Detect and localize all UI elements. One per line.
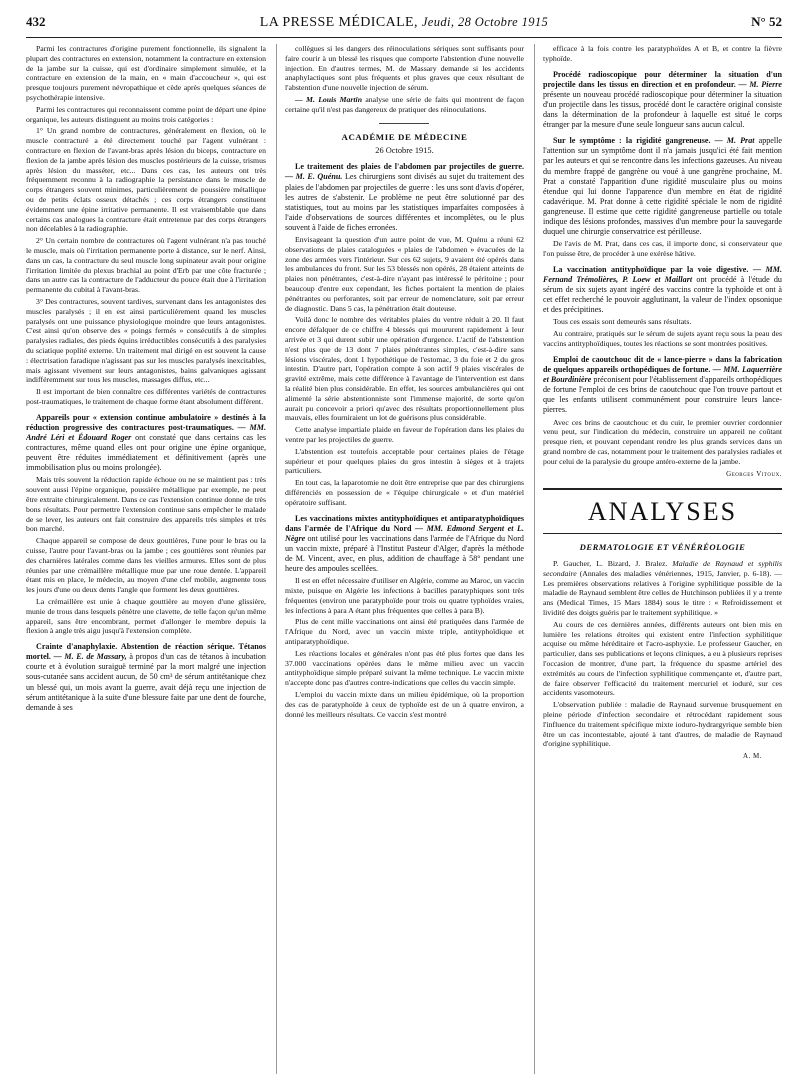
article-plaies-abdomen [285,162,524,233]
paragraph: Parmi les contractures d'origine purement fonctionnelle, ils signalent la plupart des contractures en extension, notamment la contracture en extension de la jambe sur la cuisse, qui est d'ordinaire simplement simulée, et la contracture en extension de la main, en « main d'accoucheur », qui est presque toujours purement névropathique et cède après quelques séances de psychothérapie intensive. [26,44,266,102]
article-vaccinations-mixtes [285,514,524,575]
article-body: à propos d'un cas de tétanos à incubation courte et à évolution suraiguë terminé par la mort malgré une injection sous-cutanée sans accident aucun, de 50 cm³ de sérum antitétanique chez un blessé qui, un mois avant la guerre, avait déjà reçu une injection de sérum antitétanique à la suite d'une blessure faite par une dent de fourche, demande à ses [26,652,266,712]
paragraph: La crémaillère est unie à chaque gouttière au moyen d'une glissière, munie de trous dans lesquels pénètre une clavette, de telle façon qu'un même appareil, sans être encombrant, permet d'allonger le membre depuis la flexion à angle très aigu jusqu'à l'extension complète. [26,596,266,636]
paragraph: L'observation publiée : maladie de Raynaud survenue brusquement en pleine période d'infection secondaire et rétrocédant rapidement sous l'influence du traitement spécifique mixte ioduro-hydrargyrique semble bien être un cas incontestable, ajouté à tant d'autres, de maladie de Raynaud d'origine syphilitique. [542,700,782,749]
article-body: ont utilisé pour les vaccinations dans l'armée de l'Afrique du Nord un vaccin mixte, préparé à l'Institut Pasteur d'Alger, d'après la méthode de M. Vincent, avec, en plus, addition de chauffage à 58° pendant une heure des ampoules scellées. [284,533,524,574]
article-author: — MM. Fernand Trémolières, P. Loew et Maillart [542,264,782,285]
paragraph [285,95,524,115]
article-author: — M. E. Quénu. [284,172,343,182]
article-author: — MM. André Léri et Édouard Roger [26,422,266,442]
journal-name: LA PRESSE MÉDICALE, [259,15,418,30]
article-author: — M. E. de Massary, [53,652,127,662]
article-body: ont constaté que dans certains cas les contractures, même quand elles ont pour origine une épine organique, peuvent être réduites immédiatement et définitivement (après une immobilisation plus ou moins prolongée). [26,432,266,473]
section-date: 26 Octobre 1915. [375,145,434,155]
subsection-heading: DERMATOLOGIE ET VÉNÉRÉOLOGIE [579,542,746,553]
paragraph: Au cours de ces dernières années, différents auteurs ont bien mis en lumière les relations étroites qui existent entre l'infection syphilitique acquise ou même héréditaire et l'acro-asphyxie. Le professeur Gaucher, en particulier, dans ses publications et leçons cliniques, a eu à plusieurs reprises l'occasion de montrer, d'une part, la fréquence du spasme artériel des extrémités au cours de l'infection syphilitique commençante et, d'autre part, de faire observer l'efficacité du traitement mercuriel et ioduré, sur ces accidents vasomoteurs. [542,619,782,698]
article-vaccination-digestive [543,265,782,316]
paragraph: Au contraire, pratiqués sur le sérum de sujets ayant reçu sous la peau des vaccins antityphoïdiques, toutes les réactions se sont montrées positives. [542,329,782,349]
paragraph: Tous ces essais sont demeurés sans résultats. [552,317,692,327]
paragraph: Il est en effet nécessaire d'utiliser en Algérie, comme au Maroc, un vaccin mixte, puisque en Algérie les infections à bacilles paratyphiques sont très fréquentes (environ une paratyphoïde pour trois ou quatre typhoïdes vraies, les infections à para A étant plus fréquentes que celles à para B). [284,576,524,615]
paragraph: 3° Des contractures, souvent tardives, survenant dans les antagonistes des muscles paralysés ; il en est ainsi particulièrement quand les muscles paralysés ont une puissance physiologique moindre que leurs antagonistes. C'est ainsi qu'on observe des « poings fermés » consécutifs à de simples paralysies radiales, des pieds équins irréductibles consécutifs à des paralysies du sciatique poplité externe. Un traitement mal dirigé en est souvent la cause : électrisation faradique n'agissant pas sur les muscles paralysés inexcitables, mais agissant vivement sur leurs antagonistes, bains galvaniques agissant indifféremment sur tous les muscles, massages diffus, etc... [26,296,266,385]
analysis-reference [543,559,782,618]
text-columns [26,44,782,1074]
issue-date: Jeudi, 28 Octobre 1915 [421,15,549,29]
article-body: appelle l'attention sur un symptôme dont il n'a jamais jusqu'ici été fait mention par les auteurs et qui se rencontre dans les infections gazeuses. Au niveau du membre frappé de gangrène ou voué à une gangrène prochaine, M. Prat a constaté l'apparition d'une rigidité musculaire plus ou moins étendue qui lui donne l'apparence d'un membre en état de rigidité cadavérique. M. Prat donne à cette rigidité spéciale le nom de rigidité gangreneuse. Il estime que cette rigidité gangreneuse partielle ou totale indique des lésions profondes, massives d'un membre pour la sauvegarde duquel une chirurgie conservatrice est périlleuse. [542,136,782,237]
article-procede-radioscopique [543,70,782,131]
paragraph: collègues si les dangers des réinoculations sériques sont suffisants pour faire courir à un blessé les risques que comporte l'abstention d'une nouvelle injection. En d'autres termes, M. de Massary demande si les accidents anaphylactiques sont plus fréquents et plus graves que ceux résultant de l'abstention d'une nouvelle injection de sérum. [284,44,524,93]
page-number: 432 [26,14,46,29]
column-left [26,44,266,1074]
paragraph: L'emploi du vaccin mixte dans un milieu épidémique, où la proportion des cas de paratyphoïde à ceux de typhoïde est de un à quatre environ, a donné les meilleurs résultats. Ce vaccin s'est montré [284,690,524,719]
paragraph: L'abstention est toutefois acceptable pour certaines plaies de l'étage supérieur et pour quelques plaies du gros intestin à sièges et à trajets particuliers. [284,446,524,476]
article-title: Crainte d'anaphylaxie. Abstention de réaction sérique. Tétanos mortel. [26,642,266,662]
article-author: — M. Prat [714,136,755,146]
article-title: Sur le symptôme : la rigidité gangreneuse. [552,136,711,146]
article-title: Emploi de caoutchouc dit de « lance-pierre » dans la fabrication de quelques appareils orthopédiques de fortune. [542,354,782,374]
paragraph: Les réactions locales et générales n'ont pas été plus fortes que dans les 37.000 vaccinations opérées dans le même milieu avec un vaccin antityphoïdique simple préparé suivant la même technique. Le vaccin mixte n'accepte donc pas d'autres contre-indications que celles du vaccin simple. [284,648,524,688]
paragraph: Plus de cent mille vaccinations ont ainsi été pratiquées dans l'armée de l'Afrique du Nord, avec un vaccin mixte triple, antityphoïdique et antiparatyphoïdique. [284,617,524,647]
journal-title [260,15,548,31]
article-body: ont procédé à l'étude du sérum de six sujets ayant ingéré des vaccins contre la typhoïde et ont à cet effet recherché le pouvoir agglutinant, la valeur de l'index opsonique et des précipitines. [542,275,782,315]
article-title: Appareils pour « extension continue ambulatoire » destinés à la réduction progressive des contractures post-traumatiques. [26,412,266,432]
paragraph-text: analyse une série de faits qui montrent de façon certaine qu'il n'est pas dangereux de pratiquer des réinoculations. [284,94,524,114]
paragraph: Cette analyse impartiale plaide en faveur de l'opération dans les plaies du ventre par les projectiles de guerre. [284,425,524,445]
article-title: Les vaccinations mixtes antityphoïdiques et antiparatyphoïdiques dans l'armée de l'Afrique du Nord [284,513,524,533]
paragraph: De l'avis de M. Prat, dans ces cas, il importe donc, si conservateur que l'on puisse être, de procéder à une exérèse hâtive. [542,239,782,259]
article-caoutchouc [543,355,782,416]
article-author: — MM. Laquerrière et Bourdinière [542,364,782,385]
section-heading: ACADÉMIE DE MÉDECINE [341,131,468,142]
article-title: La vaccination antityphoïdique par la voie digestive. [552,264,749,274]
paragraph: Parmi les contractures qui reconnaissent comme point de départ une épine organique, les auteurs distinguent au moins trois catégories : [26,104,266,124]
author-signature: Georges Vitoux. [726,469,782,478]
analyses-heading: ANALYSES [587,497,738,527]
paragraph: 1° Un grand nombre de contractures, généralement en flexion, où le muscle contracturé a été directement touché par l'agent vulnérant : contracture en flexion de l'avant-bras après lésion du biceps, contracture en flexion de la jambe après lésion des muscles postérieurs de la cuisse, trismus après lésion du masséter, etc... Dans ces cas, les auteurs ont très fréquemment reconnu à la radiographie la persistance dans le muscle de corps étrangers souvent minimes, particulièrement de poussière métallique ou de petits éclats osseux détachés ; ces corps étrangers constituent évidemment une épine irritative permanente. Il est vraisemblable que dans certains cas analogues la contracture était entretenue par des corps étrangers non décelables à la radiographie. [26,126,266,234]
column-middle [276,44,524,1074]
paragraph: Envisageant la question d'un autre point de vue, M. Quénu a réuni 62 observations de plaies cataloguées « plaies de l'abdomen » évacuées de la zone des armées vers l'intérieur. Sur ces 62 sujets, 9 avaient été opérés dans les ambulances du front. Sur les 53 blessés non opérés, 28 étaient atteints de plaies non pénétrantes, c'est-à-dire n'ayant pas intéressé le péritoine ; pour beaucoup d'entre eux cependant, les fiches portaient la mention de plaies pénétrantes ou perforantes, soit par erreur de nomenclature, soit par erreur de diagnostic. Dans 5 cas, la pénétration était douteuse. [284,235,524,313]
issue-number: N° 52 [751,14,782,29]
reference-source: (Annales des maladies vénériennes, 1915, Janvier, p. 6-18). — Les premières observations relatives à l'origine syphilitique possible de la maladie de Raynaud semblent être celles de Hutchinson publiées il y a trente ans (Medical Times, 15 Mars 1884) sous le titre : « Refroidissement et lividité des doigts guéris par le traitement syphilitique. » [542,568,782,618]
separator-rule [379,123,429,124]
reference-authors: P. Gaucher, L. Bizard, J. Bralez. [552,559,668,569]
paragraph: Chaque appareil se compose de deux gouttières, l'une pour le bras ou la cuisse, l'autre pour l'avant-bras ou la jambe ; ces gouttières sont réunies par des charnières latérales comme dans les vieilles armures. Elles sont de plus réunies par une crémaillère métallique mue par une roue dentée. L'appareil étant mis en place, le médecin, au moyen d'une clef mobile, augmente tous les jours d'une ou deux dents l'angle que forment les deux gouttières. [26,536,266,595]
reference-title: Maladie de Raynaud et syphilis secondaire [542,559,782,578]
paragraph: 2° Un certain nombre de contractures où l'agent vulnérant n'a pas touché le muscle, mais où l'irritation permanente porte à distance, sur le nerf. Ainsi, dans un cas, la contracture du seul muscle long supinateur avait pour origine l'irritation limitée du plexus brachial au point d'Erb par une côte fracturée ; dans un autre cas la contracture de l'adducteur du pouce était due à l'irritation permanente du cubital à l'avant-bras. [26,236,266,295]
paragraph: Mais très souvent la réduction rapide échoue ou ne se maintient pas : très souvent aussi l'épine organique, poussière métallique par exemple, ne peut être extraite chirurgicalement. Dans ce cas l'extension continue donne de très bons résultats. Pour permettre l'extension continue sans empêcher le malade de se lever, les auteurs ont fait construire des appareils très simples et très bon marché. [26,475,266,534]
paragraph: En tout cas, la laparotomie ne doit être entreprise que par des chirurgiens différenciés en possession de « l'équipe chirurgicale » et d'un matériel opératoire suffisant. [284,478,524,507]
article-body: préconisent pour l'établissement d'appareils orthopédiques de fortune l'emploi de ces brins de caoutchouc que l'on trouve partout et que les enfants utilisent communément pour construire leurs lance-pierres. [542,375,782,415]
article-author: — MM. Edmond Sergent et L. Nègre [284,523,524,543]
article-title: Procédé radioscopique pour déterminer la situation d'un projectile dans les tissus en direction et en profondeur. [542,69,782,89]
article-rigidite-gangreneuse [543,136,782,237]
article-author: — M. Pierre [738,79,782,89]
article-title: Le traitement des plaies de l'abdomen par projectiles de guerre. [294,162,524,172]
article-author: — M. Louis Martin [294,94,362,104]
article-extension-continue [26,413,266,474]
paragraph: Il est important de bien connaître ces différentes variétés de contractures post-traumatiques, le traitement de chaque forme étant absolument différent. [26,387,266,406]
analysis-initials: A. M. [742,752,762,761]
page-header [26,14,782,38]
paragraph: efficace à la fois contre les paratyphoïdes A et B, et contre la fièvre typhoïde. [542,44,782,63]
article-body: présente un nouveau procédé radioscopique pour déterminer la situation d'un projectile dans les tissus, procédé dont le caractère original consiste dans la détermination de la profondeur à laquelle est situé le corps étranger par la mesure d'une seule longueur sans aucun calcul. [542,89,782,130]
article-body: Les chirurgiens sont divisés au sujet du traitement des plaies de l'abdomen par projectiles de guerre : les uns sont d'avis d'opérer, les autres de s'abstenir. Le problème ne peut être solutionné par des statistiques, tout au moins par les statistiques imparfaites composées à l'aide d'observations de sources différentes et incomplètes, ou le plus souvent à l'aide de fiches erronées. [284,172,524,232]
article-anaphylaxie [26,642,266,713]
column-right [534,44,782,1074]
section-rule [543,533,782,534]
section-rule [543,488,782,490]
paragraph: Avec ces brins de caoutchouc et du cuir, le premier ouvrier cordonnier venu peut, sur l'indication du médecin, construire un appareil ne coûtant presque rien, et pouvant cependant rendre les plus grands services dans un grand nombre de cas, notamment pour le traitement des paralysies radiales et pour celui de la paralysie du groupe antéro-externe de la jambe. [542,417,782,466]
paragraph: Voilà donc le nombre des véritables plaies du ventre réduit à 20. Il faut encore défalquer de ce chiffre 4 blessés qui moururent rapidement à leur arrivée et 3 qui durent subir une opération d'urgence. L'actif de l'abstention n'est plus que de 13 dont 7 plaies pénétrantes simples, c'est-à-dire sans lésions viscérales, dont 1 hypothétique de l'estomac, 3 du foie et 2 du gros intestin. D'autre part, l'opération compte à son actif 9 plaies viscérales de gravité extrême, mais cette différence à l'avantage de l'intervention est dans la réalité bien plus considérable. En effet, les sources ambulancières qui ont alimenté la série abstentionniste sont l'immense majorité, de sorte qu'on aurait pu concevoir a priori qu'avec des résultats proportionnellement plus mauvais, elles fourniraient un lot de guérisons plus considérable. [284,315,524,423]
